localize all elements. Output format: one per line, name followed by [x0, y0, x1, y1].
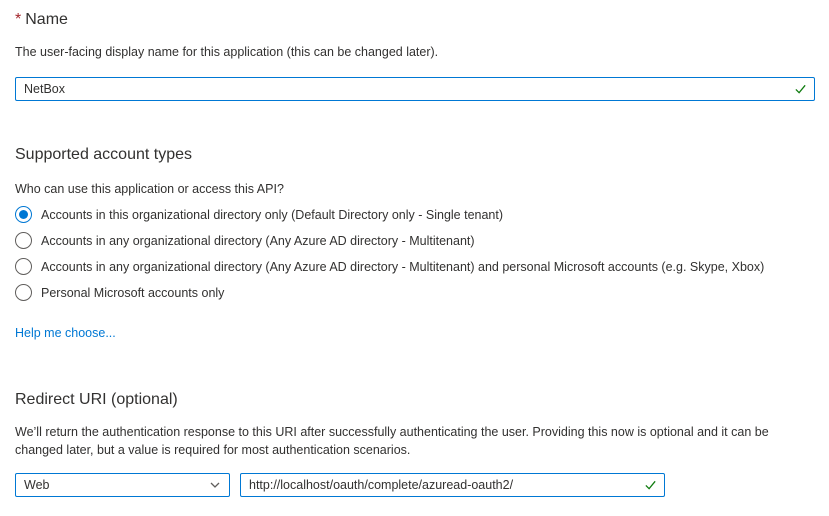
name-field-wrapper — [15, 77, 815, 101]
platform-select[interactable] — [15, 473, 230, 497]
radio-option-personal-only[interactable] — [15, 284, 815, 301]
radio-icon — [15, 232, 32, 249]
help-me-choose-link[interactable]: Help me choose... — [15, 326, 116, 340]
required-asterisk: * — [15, 11, 22, 28]
name-label: Name — [25, 11, 68, 28]
account-types-radio-group — [15, 206, 815, 301]
radio-option-multitenant[interactable] — [15, 232, 815, 249]
radio-option-label: Accounts in any organizational directory (Any Azure AD directory - Multitenant) — [41, 233, 475, 248]
radio-option-label: Personal Microsoft accounts only — [41, 285, 225, 300]
chevron-down-icon — [209, 479, 221, 491]
radio-option-multitenant-personal[interactable] — [15, 258, 815, 275]
name-description: The user-facing display name for this application (this can be changed later). — [15, 45, 439, 59]
account-types-title: Supported account types — [15, 146, 193, 163]
radio-option-label: Accounts in any organizational directory (Any Azure AD directory - Multitenant) and personal Microsoft accounts (e.g. Skype, Xbox) — [41, 259, 765, 274]
name-input[interactable] — [15, 77, 815, 101]
redirect-uri-row — [15, 473, 815, 497]
account-types-question: Who can use this application or access this API? — [15, 182, 284, 196]
name-section-title — [15, 10, 815, 29]
radio-icon — [15, 206, 32, 223]
redirect-uri-description: We’ll return the authentication response to this URI after successfully authenticating the user. Providing this now is optional and it can be changed later, but a value is required for most authentication scenarios. — [15, 425, 769, 457]
radio-icon — [15, 258, 32, 275]
redirect-uri-input[interactable] — [240, 473, 665, 497]
redirect-uri-title: Redirect URI (optional) — [15, 391, 178, 408]
uri-field-wrapper — [240, 473, 665, 497]
radio-icon — [15, 284, 32, 301]
radio-option-single-tenant[interactable] — [15, 206, 815, 223]
platform-select-value: Web — [24, 478, 50, 492]
radio-option-label: Accounts in this organizational directory only (Default Directory only - Single tenant) — [41, 207, 504, 222]
